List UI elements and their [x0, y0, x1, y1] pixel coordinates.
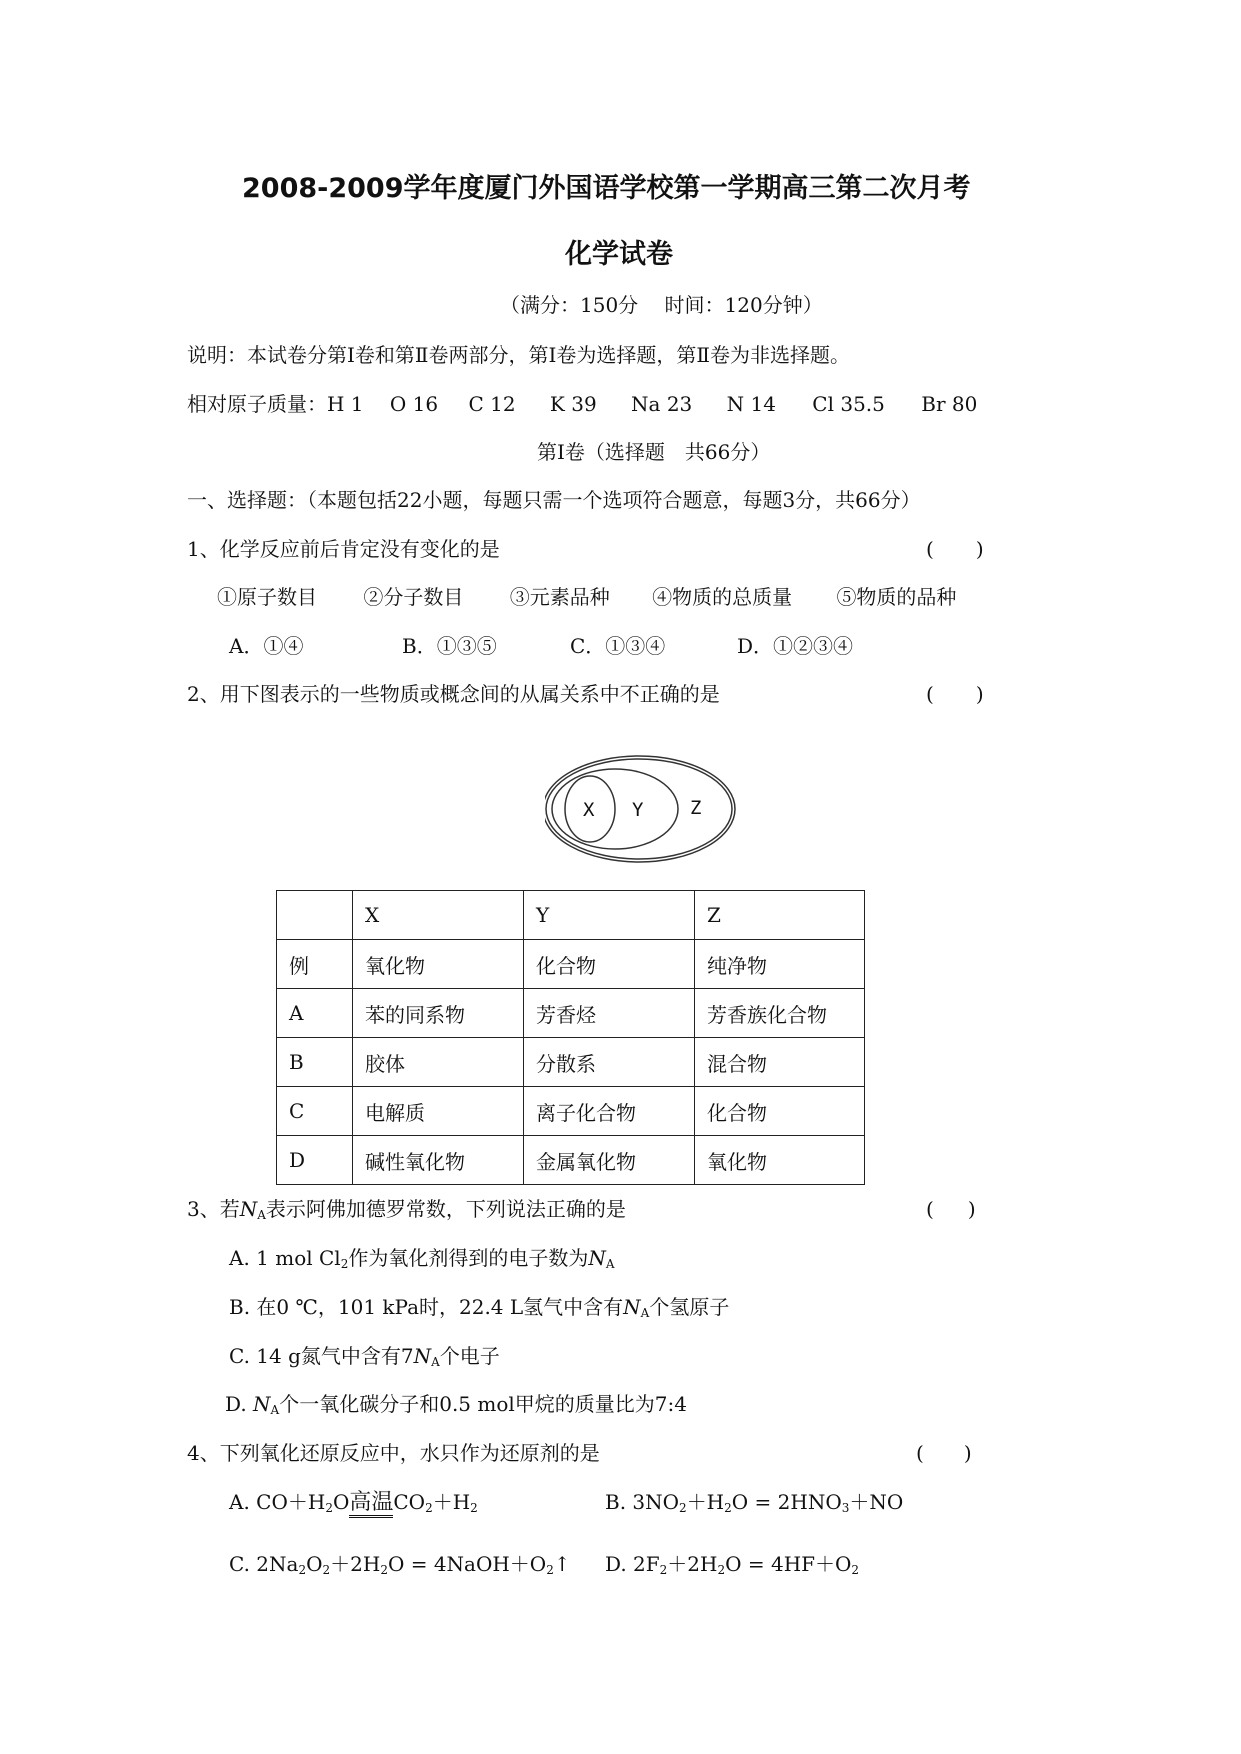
atomic-mass-label: 相对原子质量：	[187, 392, 327, 416]
q1-item: ②分子数目	[363, 585, 464, 609]
table-cell: 化合物	[524, 940, 695, 989]
instruction-note: 说明：本试卷分第Ⅰ卷和第Ⅱ卷两部分，第Ⅰ卷为选择题，第Ⅱ卷为非选择题。	[187, 343, 850, 367]
atomic-mass-line	[187, 390, 977, 418]
venn-diagram	[545, 752, 745, 867]
q3-stem: 3、若$N_A$表示阿佛加德罗常数，下列说法正确的是	[187, 1197, 626, 1222]
q4-stem: 4、下列氧化还原反应中，水只作为还原剂的是	[187, 1441, 600, 1465]
atomic-mass-n: N 14	[726, 392, 776, 416]
q4-option-b: B. $3NO_2+H_2O = 2HNO_3+NO$	[605, 1490, 904, 1515]
section-heading: 一、选择题：（本题包括22小题，每题只需一个选项符合题意，每题3分，共66分）	[187, 488, 921, 512]
table-row	[277, 1136, 865, 1185]
q3-option-c: C. 14 g氮气中含有$7N_A$个电子	[229, 1344, 500, 1369]
q3-option-d: D. $N_A$个一氧化碳分子和0.5 mol甲烷的质量比为7:4	[225, 1392, 687, 1417]
atomic-mass-k: K 39	[549, 392, 597, 416]
table-cell: 混合物	[695, 1038, 865, 1087]
q1-items	[217, 583, 956, 611]
q1-option-a: A．①④	[229, 634, 304, 658]
table-cell: X	[353, 891, 524, 940]
table-cell: 氧化物	[353, 940, 524, 989]
part1-heading: 第Ⅰ卷（选择题 共66分）	[537, 440, 771, 464]
q2-stem: 2、用下图表示的一些物质或概念间的从属关系中不正确的是	[187, 682, 720, 706]
table-cell: 电解质	[353, 1087, 524, 1136]
table-cell: 胶体	[353, 1038, 524, 1087]
table-cell: Z	[695, 891, 865, 940]
table-cell: 离子化合物	[524, 1087, 695, 1136]
venn-label-z: Z	[690, 797, 702, 819]
table-cell: 纯净物	[695, 940, 865, 989]
table-cell: D	[277, 1136, 353, 1185]
table-cell: A	[277, 989, 353, 1038]
atomic-mass-br: Br 80	[921, 392, 978, 416]
q4-option-d: D. $2F_2+2H_2O = 4HF+O_2$	[605, 1552, 860, 1577]
q1-option-d: D．①②③④	[737, 634, 854, 658]
q1-item: ⑤物质的品种	[836, 585, 957, 609]
q4-option-c: C. $2Na_2O_2+2H_2O$ = $4NaOH+O_2↑$	[229, 1552, 571, 1577]
table-cell: B	[277, 1038, 353, 1087]
q4-answer-paren: ( )	[916, 1441, 972, 1465]
q3-option-b: B. 在0 ℃，101 kPa时，22.4 L氢气中含有$N_A$个氢原子	[229, 1295, 730, 1320]
table-header-row	[277, 891, 865, 940]
table-row	[277, 940, 865, 989]
q1-answer-paren: ( )	[926, 537, 984, 561]
atomic-mass-na: Na 23	[631, 392, 693, 416]
table-row	[277, 1038, 865, 1087]
table-cell: C	[277, 1087, 353, 1136]
exam-subtitle: 化学试卷	[565, 239, 673, 270]
q1-option-b: B．①③⑤	[402, 634, 497, 658]
q3-answer-paren: ( )	[926, 1197, 976, 1221]
atomic-mass-c: C 12	[468, 392, 516, 416]
q2-answer-paren: ( )	[926, 682, 984, 706]
q4-option-a: A. $CO+H_2O$高温$CO_2+H_2$	[229, 1488, 478, 1522]
venn-label-x: X	[583, 799, 595, 821]
q3-option-a: A. 1 mol $Cl_2$作为氧化剂得到的电子数为$N_A$	[229, 1246, 615, 1271]
q1-stem: 1、化学反应前后肯定没有变化的是	[187, 537, 500, 561]
table-cell: Y	[524, 891, 695, 940]
exam-title: 2008-2009学年度厦门外国语学校第一学期高三第二次月考	[242, 173, 971, 204]
atomic-mass-o: O 16	[389, 392, 439, 416]
q1-option-c: C．①③④	[570, 634, 666, 658]
table-cell: 金属氧化物	[524, 1136, 695, 1185]
table-cell: 例	[277, 940, 353, 989]
table-cell	[277, 891, 353, 940]
table-cell: 芳香烃	[524, 989, 695, 1038]
q1-item: ①原子数目	[217, 585, 317, 609]
venn-label-y: Y	[632, 799, 644, 821]
table-cell: 苯的同系物	[353, 989, 524, 1038]
q2-table	[276, 890, 865, 1185]
table-cell: 碱性氧化物	[353, 1136, 524, 1185]
q1-item: ④物质的总质量	[652, 585, 793, 609]
table-cell: 氧化物	[695, 1136, 865, 1185]
atomic-mass-cl: Cl 35.5	[812, 392, 885, 416]
table-cell: 化合物	[695, 1087, 865, 1136]
table-row	[277, 1087, 865, 1136]
table-cell: 分散系	[524, 1038, 695, 1087]
table-row	[277, 989, 865, 1038]
q1-item: ③元素品种	[509, 585, 610, 609]
table-cell: 芳香族化合物	[695, 989, 865, 1038]
reaction-condition: 高温	[349, 1490, 393, 1518]
exam-info: （满分：150分 时间：120分钟）	[500, 293, 823, 317]
atomic-mass-h: H 1	[327, 392, 364, 416]
